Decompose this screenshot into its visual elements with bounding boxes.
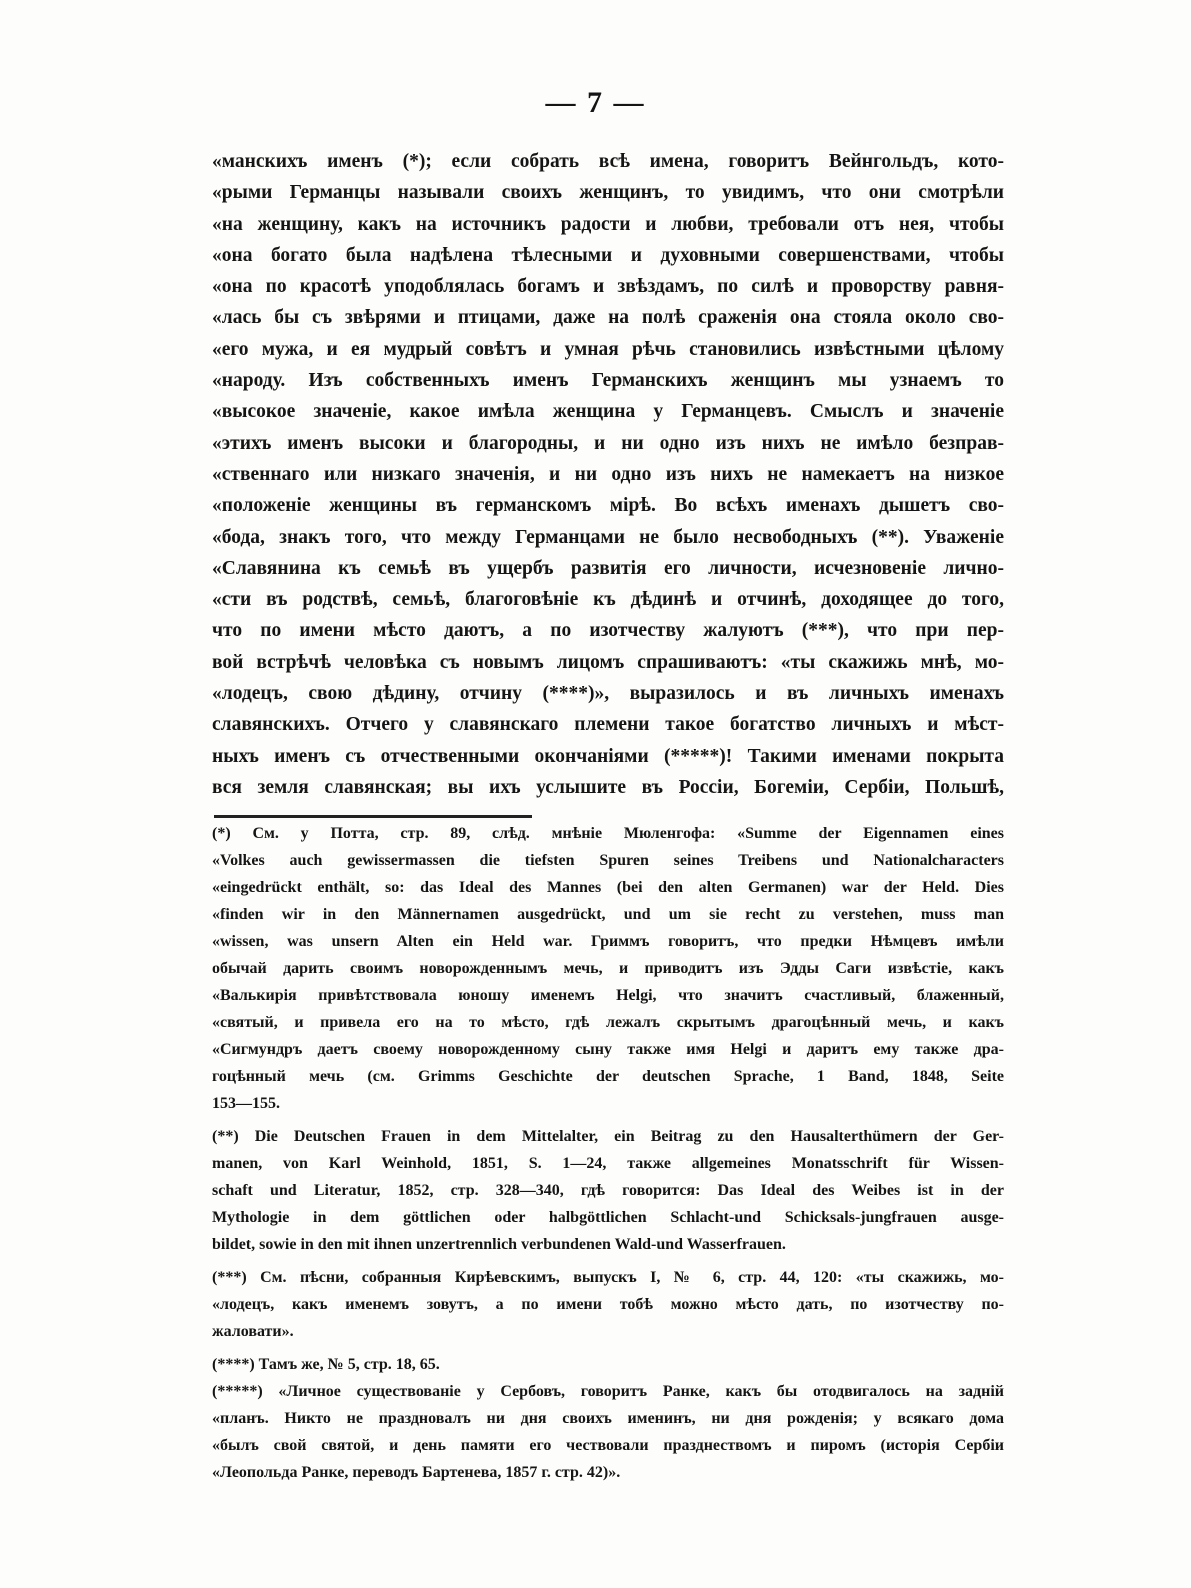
footnote-line: schaft und Literatur, 1852, стр. 328—340, гдѣ говорится: Das Ideal des Weibes ist in der [212,1182,1004,1199]
text-line: «его мужа, и ея мудрый совѣтъ и умная рѣчь становились извѣстными цѣлому [212,338,1004,360]
text-line: «она богато была надѣлена тѣлесными и духовными совершенствами, чтобы [212,244,1004,266]
footnote-line: (**) Die Deutschen Frauen in dem Mittelalter, ein Beitrag zu den Hausalterthümern der Ger- [212,1128,1004,1145]
footnote-line: обычай дарить своимъ новорожденнымъ мечь, и приводитъ изъ Эдды Саги извѣстіе, какъ [212,960,1004,977]
text-line: славянскихъ. Отчего у славянскаго племени такое богатство личныхъ и мѣст- [212,714,1004,736]
text-line: «она по красотѣ уподоблялась богамъ и звѣздамъ, по силѣ и проворству равня- [212,276,1004,298]
footnote-line: «Volkes auch gewissermassen die tiefsten Spuren seines Treibens und Nationalcharacters [212,852,1004,869]
text-line: «высокое значеніе, какое имѣла женщина у Германцевъ. Смыслъ и значеніе [212,401,1004,423]
text-line: «народу. Изъ собственныхъ именъ Германскихъ женщинъ мы узнаемъ то [212,370,1004,392]
footnote-line: «былъ свой святой, и день памяти его чествовали празднествомъ и пиромъ (исторія Сербіи [212,1437,1004,1454]
footnote-line: «eingedrückt enthält, so: das Ideal des Mannes (bei den alten Germanen) war der Held. Dies [212,879,1004,896]
text-line: ныхъ именъ съ отчественными окончаніями (*****)! Такими именами покрыта [212,745,1004,767]
footnote-line: (***) См. пѣсни, собранныя Кирѣевскимъ, выпускъ I, № 6, стр. 44, 120: «ты скажижь, мо- [212,1269,1004,1286]
footnote-line: «Леопольда Ранке, переводъ Бартенева, 1857 г. стр. 42)». [212,1464,621,1481]
text-line: «ственнаго или низкаго значенія, и ни одно изъ нихъ не намекаетъ на низкое [212,463,1004,485]
footnote-4 [212,1351,1004,1378]
footnote-5 [212,1378,1004,1486]
footnote-1 [212,820,1004,1117]
footnote-line: «finden wir in den Männernamen ausgedrückt, und um sie recht zu verstehen, muss man [212,906,1004,923]
footnote-3 [212,1264,1004,1345]
text-line: «манскихъ именъ (*); если собрать всѣ имена, говоритъ Вейнгольдъ, кото- [212,151,1004,172]
footnote-line: «лодецъ, какъ именемъ зовутъ, а по имени тобѣ можно мѣсто дать, по изотчеству по- [212,1296,1004,1313]
footnote-line: «Валькирія привѣтствовала юношу именемъ Helgi, что значитъ счастливый, блаженный, [212,987,1004,1004]
footnote-line: «wissen, was unsern Alten ein Held war. Гриммъ говоритъ, что предки Нѣмцевъ имѣли [212,933,1004,950]
text-line: «на женщину, какъ на источникъ радости и любви, требовали отъ нея, чтобы [212,213,1004,235]
footnote-2 [212,1123,1004,1258]
footnote-line: 153—155. [212,1095,280,1112]
text-line: «лась бы съ звѣрями и птицами, даже на полѣ сраженія она стояла около сво- [212,307,1004,329]
text-line: «лодецъ, свою дѣдину, отчину (****)», выразилось и въ личныхъ именахъ [212,683,1004,705]
text-line: вой встрѣчѣ человѣка съ новымъ лицомъ спрашиваютъ: «ты скажижь мнѣ, мо- [212,651,1004,673]
main-text-block [212,146,1004,803]
text-line: «положеніе женщины въ германскомъ мірѣ. Во всѣхъ именахъ дышетъ сво- [212,495,1004,517]
footnote-line: (****) Тамъ же, № 5, стр. 18, 65. [212,1356,440,1373]
footnote-line: «святый, и привела его на то мѣсто, гдѣ лежалъ скрытымъ драгоцѣнный мечь, и какъ [212,1014,1004,1031]
footnote-line: Mythologie in dem göttlichen oder halbgöttlichen Schlacht-und Schicksals-jungfrauen ausge- [212,1209,1004,1226]
footnote-line: жаловати». [212,1323,294,1340]
text-line: вся земля славянская; вы ихъ услышите въ Россіи, Богеміи, Сербіи, Польшѣ, [212,776,1004,798]
text-line: что по имени мѣсто даютъ, а по изотчеству жалуютъ (***), что при пер- [212,620,1004,642]
text-line: «рыми Германцы называли своихъ женщинъ, то увидимъ, что они смотрѣли [212,182,1004,204]
footnote-line: гоцѣнный мечь (см. Grimms Geschichte der deutschen Sprache, 1 Band, 1848, Seite [212,1068,1004,1085]
footnote-line: «Сигмундръ даетъ своему новорожденному сыну также имя Helgi и даритъ ему также дра- [212,1041,1004,1058]
text-line: «сти въ родствѣ, семьѣ, благоговѣніе къ дѣдинѣ и отчинѣ, доходящее до того, [212,589,1004,611]
text-line: «этихъ именъ высоки и благородны, и ни одно изъ нихъ не имѣло безправ- [212,432,1004,454]
footnote-divider [214,815,532,818]
text-line: «Славянина къ семьѣ въ ущербъ развитія его личности, исчезновеніе лично- [212,557,1004,579]
page-number: — 7 — [545,86,646,119]
footnote-line: «планъ. Никто не праздновалъ ни дня своихъ именинъ, ни дня рожденія; у всякаго дома [212,1410,1004,1427]
footnote-line: (*****) «Личное существованіе у Сербовъ, говоритъ Ранке, какъ бы отодвигалось на задній [212,1383,1004,1400]
footnotes-block [212,820,1004,1486]
footnote-line: (*) См. у Потта, стр. 89, слѣд. мнѣніе Мюленгофа: «Summe der Eigennamen eines [212,825,1004,842]
footnote-line: manen, von Karl Weinhold, 1851, S. 1—24, также allgemeines Monatsschrift für Wissen- [212,1155,1004,1172]
footnote-line: bildet, sowie in den mit ihnen unzertrennlich verbundenen Wald-und Wasserfrauen. [212,1236,786,1253]
text-line: «бода, знакъ того, что между Германцами не было несвободныхъ (**). Уваженіе [212,526,1004,548]
